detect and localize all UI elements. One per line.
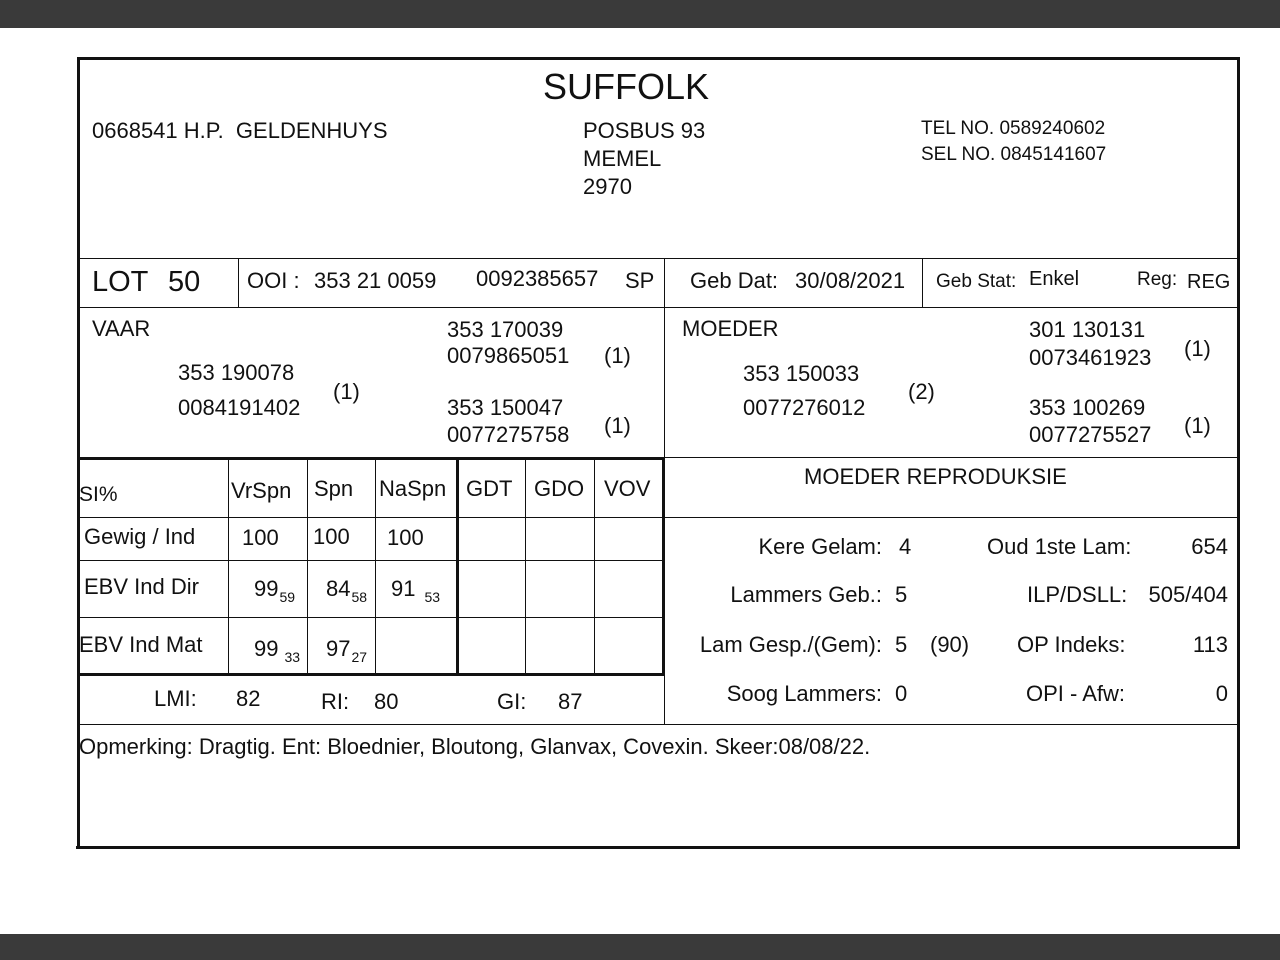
moeder-count: (2) [908,379,935,404]
moeder-sire-count: (1) [1184,336,1211,361]
reg-value: REG [1187,271,1231,293]
ri-value: 80 [374,689,399,714]
rule-table-row2 [79,617,664,618]
ooi-suffix: SP [625,268,655,293]
top-bar [0,0,1280,28]
cell-gewig-vrspn: 100 [242,525,279,550]
owner-name: 0668541 H.P. GELDENHUYS [92,118,388,143]
remark-text: Opmerking: Dragtig. Ent: Bloednier, Bloutong, Glanvax, Covexin. Skeer:08/08/22. [79,734,871,759]
lmi-value: 82 [236,686,261,711]
frame-top [78,57,1240,60]
ooi-label: OOI : [247,268,300,293]
lammers-value: 5 [895,582,908,607]
rule-pedigree-bottom-right [664,457,1238,458]
birth-date: 30/08/2021 [795,268,906,293]
cell-ebvdir-spn: $84_{58}$ [326,576,368,605]
vaar-dam-number: 0077275758 [447,422,570,447]
opi-label: OPI - Afw: [1026,681,1126,706]
col-header-gdo: GDO [534,476,585,501]
oud-label: Oud 1ste Lam: [987,534,1132,559]
rule-col-gdo [525,458,526,674]
moeder-dam-number: 0077275527 [1029,422,1152,447]
birth-stat: Enkel [1029,268,1080,290]
owner-address-line2: MEMEL [583,146,662,171]
gesp-label: Lam Gesp./(Gem): [699,632,882,657]
moeder-number: 0077276012 [743,395,866,420]
rule-stat-divider [922,258,923,308]
rule-col-spn [307,458,308,674]
col-header-gdt: GDT [466,476,513,501]
moeder-label: MOEDER [682,316,779,341]
rule-table-header [79,517,664,518]
cell-ebvdir-vrspn: $99_{59}$ [254,576,296,605]
kere-label: Kere Gelam: [758,534,882,559]
vaar-sire-number: 0079865051 [447,343,570,368]
vaar-id: 353 190078 [178,360,295,385]
rule-table-bottom [79,673,664,676]
vaar-sire-count: (1) [604,343,631,368]
vaar-dam-id: 353 150047 [447,395,564,420]
vaar-dam-count: (1) [604,413,631,438]
gesp-value: 5 [895,632,908,657]
cell-ebvdir-naspn: 91 $_{53}$ [391,576,441,605]
oud-value: 654 [1191,534,1228,559]
col-header-spn: Spn [314,476,354,501]
col-header-vov: VOV [604,476,651,501]
owner-address-line3: 2970 [583,174,632,199]
bottom-bar [0,934,1280,960]
rule-lot-bottom [79,307,1238,308]
frame-right [1237,57,1240,849]
rule-col-end [662,458,665,675]
rule-col-gdt [456,458,459,675]
moeder-dam-id: 353 100269 [1029,395,1146,420]
rule-col-naspn [375,458,376,674]
owner-sel: SEL NO. 0845141607 [921,144,1107,165]
breed-title: SUFFOLK [543,66,710,107]
moeder-id: 353 150033 [743,361,860,386]
cell-gewig-naspn: 100 [387,525,424,550]
row-label-ebv-mat: EBV Ind Mat [79,632,203,657]
cell-ebvmat-spn: $97_{27}$ [326,636,368,665]
si-corner-label: SI% [79,483,118,506]
col-header-naspn: NaSpn [379,476,447,501]
ilp-value: 505/404 [1148,582,1228,607]
repro-title: MOEDER REPRODUKSIE [804,464,1067,489]
owner-tel: TEL NO. 0589240602 [921,118,1106,139]
op-label: OP Indeks: [1017,632,1126,657]
frame-left [77,57,80,849]
soog-value: 0 [895,681,908,706]
moeder-sire-number: 0073461923 [1029,345,1152,370]
moeder-dam-count: (1) [1184,413,1211,438]
rule-col-vrspn [228,458,229,674]
row-label-gewig: Gewig / Ind [84,524,196,549]
ilp-label: ILP/DSLL: [1027,582,1128,607]
vaar-number: 0084191402 [178,395,301,420]
vaar-label: VAAR [92,316,151,341]
row-label-ebv-dir: EBV Ind Dir [84,574,199,599]
kere-value: 4 [899,534,912,559]
reg-label: Reg: [1137,269,1178,290]
soog-label: Soog Lammers: [726,681,882,706]
vaar-count: (1) [333,379,360,404]
gi-label: GI: [497,689,527,714]
rule-remark-top [79,724,1238,725]
owner-address-line1: POSBUS 93 [583,118,706,143]
op-value: 113 [1192,632,1228,657]
rule-table-row1 [79,560,664,561]
ooi-reg: 0092385657 [476,266,599,291]
lot-label: LOT [92,266,149,298]
birth-date-label: Geb Dat: [690,268,779,293]
moeder-sire-id: 301 130131 [1029,317,1146,342]
vaar-sire-id: 353 170039 [447,317,564,342]
birth-stat-label: Geb Stat: [936,271,1017,292]
cell-gewig-spn: 100 [313,524,350,549]
rule-repro-header [664,517,1238,518]
ooi-id: 353 21 0059 [314,268,437,293]
lot-number: 50 [168,266,201,298]
rule-col-vov [594,458,595,674]
opi-value: 0 [1215,681,1228,706]
rule-lot-divider [238,258,239,308]
gem-value: (90) [930,632,970,657]
ri-label: RI: [321,689,350,714]
col-header-vrspn: VrSpn [231,478,292,503]
gi-value: 87 [558,689,583,714]
rule-table-top [79,457,664,460]
lmi-label: LMI: [154,686,197,711]
frame-bottom [76,846,1240,849]
lammers-label: Lammers Geb.: [730,582,882,607]
cell-ebvmat-vrspn: 99 $_{33}$ [254,636,301,665]
rule-lot-top [79,258,1238,259]
